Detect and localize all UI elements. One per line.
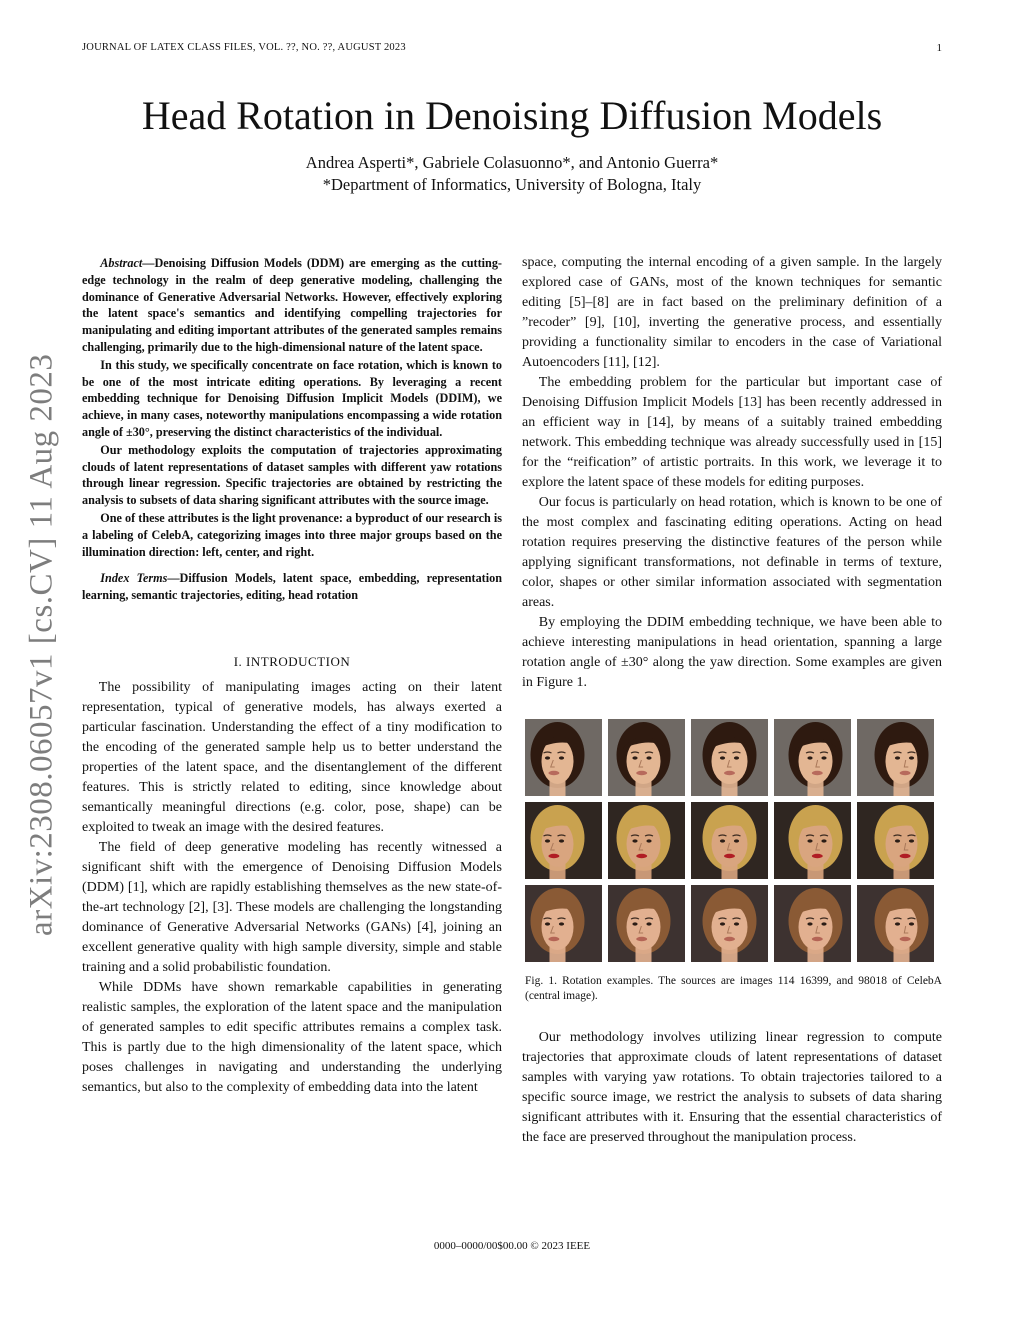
- left-column: [82, 255, 502, 1098]
- body-paragraph: Our focus is particularly on head rotation, which is known to be one of the most complex and fascinating editing operations. Acting on head rotation requires preserving the distinctive features of the person while applying significant transformations, not definable in terms of texture, color, shapes or other similar information associated with segmentation areas.: [522, 495, 942, 610]
- face-image: [857, 719, 934, 796]
- face-portrait: [691, 802, 768, 879]
- abstract-paragraph: One of these attributes is the light provenance: a byproduct of our research is a labeling of CelebA, categorizing images into three major groups based on the illumination direction: left, center, and right.: [82, 510, 502, 559]
- figure-1: [525, 719, 942, 1004]
- running-head: JOURNAL OF LATEX CLASS FILES, VOL. ??, NO. ??, AUGUST 2023: [82, 42, 406, 53]
- face-image: [774, 885, 851, 962]
- face-portrait: [857, 802, 934, 879]
- abstract-paragraph: In this study, we specifically concentrate on face rotation, which is known to be one of the most intricate editing operations. By leveraging a recent embedding technique for Denoising Diffusion Implicit Models (DDIM), we achieve, in many cases, noteworthy manipulations encompassing a wide rotation angle of ±30°, preserving the distinct characteristics of the individual.: [82, 357, 502, 439]
- face-image: [857, 885, 934, 962]
- section-heading: I. INTRODUCTION: [233, 653, 351, 669]
- face-portrait: [774, 885, 851, 962]
- face-portrait: [608, 885, 685, 962]
- body-paragraph: The field of deep generative modeling has recently witnessed a significant shift with the emergence of Denoising Diffusion Models (DDM) [1], which are rapidly establishing themselves as the new state-of-the-art technology [2], [3]. These models are challenging the longstanding dominance of Generative Adversarial Networks (GANs) [4], joining an excellent generative quality with high sample diversity, simple and stable training and a solid probabilistic foundation.: [82, 839, 502, 975]
- copyright-footer: 0000–0000/00$00.00 © 2023 IEEE: [433, 1240, 591, 1252]
- body-paragraph: While DDMs have shown remarkable capabilities in generating realistic samples, the exploration of the latent space and the manipulation of generated samples to edit specific attributes remains a complex task. This is partly due to the high dimensionality of the latent space, which poses challenges in navigating and understanding the underlying semantics, but also to the complexity of embedding data into the latent: [82, 979, 502, 1095]
- introduction-text: [82, 678, 502, 1098]
- face-image: [608, 885, 685, 962]
- index-terms: [82, 570, 502, 604]
- face-image: [525, 719, 602, 796]
- face-image: [857, 802, 934, 879]
- face-image: [691, 885, 768, 962]
- abstract-label: Abstract: [100, 256, 143, 270]
- affiliation: *Department of Informatics, University of Bologna, Italy: [322, 175, 702, 194]
- rotation-image-grid: [525, 719, 942, 962]
- arxiv-identifier: arXiv:2308.06057v1 [cs.CV] 11 Aug 2023: [23, 353, 60, 937]
- body-paragraph: The possibility of manipulating images acting on their latent representation, typical of generative models, has always exerted a particular fascination. Understanding the effect of a tiny modification to the encoding of the generated sample help us to better understand the properties of the latent space, and the disentanglement of the different features. This is strictly related to editing, since knowledge about semantically meaningful directions (e.g. color, pose, shape) can be exploited to tweak an image with the desired features.: [82, 679, 502, 835]
- face-image: [525, 885, 602, 962]
- right-column: [522, 253, 942, 1148]
- face-portrait: [608, 719, 685, 796]
- face-image: [691, 719, 768, 796]
- abstract-paragraph: Abstract—Denoising Diffusion Models (DDM) are emerging as the cutting-edge technology in the realm of deep generative modeling, challenging the dominance of Generative Adversarial Networks. However, effectively exploring the latent space's semantics and identifying compelling trajectories for manipulating and editing important attributes of the generated samples remains challenging, primarily due to the high-dimensional nature of the latent space.: [82, 256, 502, 354]
- face-portrait: [857, 885, 934, 962]
- page-number: 1: [936, 42, 942, 54]
- face-portrait: [525, 885, 602, 962]
- face-portrait: [691, 719, 768, 796]
- face-portrait: [525, 719, 602, 796]
- face-portrait: [857, 719, 934, 796]
- paper-title: Head Rotation in Denoising Diffusion Models: [141, 93, 883, 138]
- figure-caption: Fig. 1. Rotation examples. The sources are images 114 16399, and 98018 of CelebA (central image).: [525, 975, 942, 1002]
- body-paragraph: The embedding problem for the particular but important case of Denoising Diffusion Implicit Models [13] has been recently addressed in an efficient way in [14], by means of a suitably trained embedding network. This embedding technique was already successfully used in [15] for the “reification” of artistic portraits. In this work, we leverage it to explore the latent space of these models for editing purposes.: [522, 375, 942, 490]
- face-portrait: [774, 802, 851, 879]
- body-paragraph: By employing the DDIM embedding technique, we have been able to achieve interesting manipulations in head orientation, spanning a large rotation angle of ±30° along the yaw direction. Some examples are given in Figure 1.: [522, 615, 942, 690]
- face-image: [608, 719, 685, 796]
- face-portrait: [525, 802, 602, 879]
- index-terms-label: Index Terms: [100, 571, 168, 586]
- body-paragraph: space, computing the internal encoding of a given sample. In the largely explored case of GANs, most of the known techniques for semantic editing [5]–[8] are in fact based on the preliminary definition of a ”recoder” [9], [10], inverting the generative process, and essentially providing a functionality similar to encoders in the case of Variational Autoencoders [11], [12].: [522, 255, 942, 370]
- face-image: [525, 802, 602, 879]
- author-list: Andrea Asperti*, Gabriele Colasuonno*, and Antonio Guerra*: [305, 153, 719, 172]
- face-image: [774, 802, 851, 879]
- body-paragraph: Our methodology involves utilizing linear regression to compute trajectories that approximate clouds of latent representations of dataset samples with varying yaw rotations. To obtain trajectories tailored to a specific source image, we restrict the analysis to subsets of data sharing significant attributes with it. Ensuring that the essential characteristics of the face are preserved throughout the manipulation process.: [522, 1030, 942, 1145]
- face-portrait: [774, 719, 851, 796]
- face-portrait: [691, 885, 768, 962]
- face-image: [691, 802, 768, 879]
- face-image: [608, 802, 685, 879]
- face-image: [774, 719, 851, 796]
- face-portrait: [608, 802, 685, 879]
- index-terms-text: —Diffusion Models, latent space, embedding, representation learning, semantic trajectories, editing, head rotation: [82, 571, 502, 603]
- abstract: [82, 255, 502, 560]
- abstract-paragraph: Our methodology exploits the computation of trajectories approximating clouds of latent representations of dataset samples with different yaw rotations through linear regression. Specific trajectories are obtained by restricting the analysis to subsets of data sharing significant attributes with the source image.: [82, 442, 502, 508]
